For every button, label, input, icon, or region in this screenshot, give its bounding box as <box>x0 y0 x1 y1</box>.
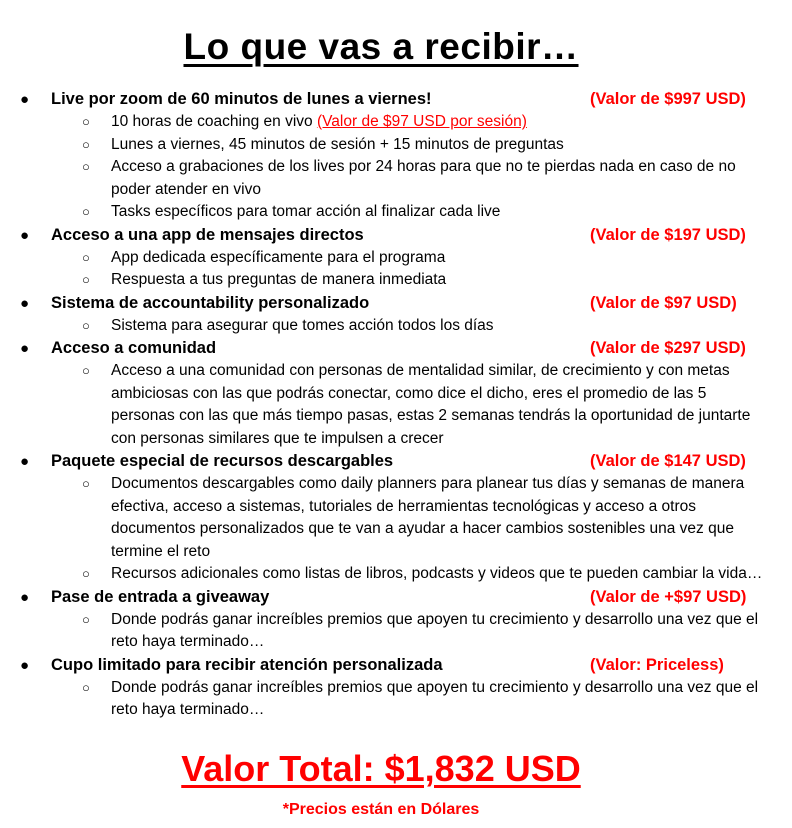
circle-bullet-icon: ○ <box>82 611 90 627</box>
sub-item-text: Recursos adicionales como listas de libros, podcasts y videos que te pueden cambiar la vida… <box>111 565 763 582</box>
sub-item-text: Respuesta a tus preguntas de manera inmediata <box>111 271 447 288</box>
bullet-icon: ● <box>20 340 30 357</box>
sub-item <box>0 360 792 450</box>
sub-item-text: Donde podrás ganar increíbles premios que apoyen tu crecimiento y desarrollo una vez que el reto haya terminado… <box>111 610 759 650</box>
sub-item <box>0 473 792 563</box>
circle-bullet-icon: ○ <box>82 136 90 152</box>
circle-bullet-icon: ○ <box>82 114 90 129</box>
benefit-value: (Valor: Priceless) <box>590 655 724 674</box>
sub-item-text: Donde podrás ganar increíbles premios que apoyen tu crecimiento y desarrollo una vez que el reto haya terminado… <box>111 678 759 718</box>
bullet-icon: ● <box>20 226 30 244</box>
circle-bullet-icon: ○ <box>82 317 90 333</box>
sub-item-text: 10 horas de coaching en vivo <box>111 113 317 130</box>
benefit-item <box>0 450 792 586</box>
sub-item-text: Acceso a grabaciones de los lives por 24 horas para que no te pierdas nada en caso de no poder atender en vivo <box>111 158 736 198</box>
sub-item-text: Sistema para asegurar que tomes acción todos los días <box>111 316 494 334</box>
page-title: Lo que vas a recibir… <box>183 26 579 67</box>
circle-bullet-icon: ○ <box>82 679 90 695</box>
benefit-value: (Valor de $297 USD) <box>590 339 746 357</box>
benefits-list <box>0 88 792 722</box>
benefit-value: (Valor de $997 USD) <box>590 90 746 108</box>
currency-note: *Precios están en Dólares <box>282 801 480 818</box>
benefit-label: Acceso a comunidad <box>51 339 217 357</box>
benefit-item <box>0 586 792 654</box>
sub-item-text: App dedicada específicamente para el programa <box>111 248 446 266</box>
sub-item <box>0 269 792 292</box>
sub-item <box>0 609 792 654</box>
benefit-label: Sistema de accountability personalizado <box>51 293 370 312</box>
benefit-label: Pase de entrada a giveaway <box>51 587 270 606</box>
bullet-icon: ● <box>20 656 30 674</box>
value-per-session-link[interactable]: (Valor de $97 USD por sesión) <box>316 113 527 130</box>
sub-item <box>0 111 792 134</box>
benefit-value: (Valor de $97 USD) <box>590 293 737 312</box>
benefit-item <box>0 337 792 450</box>
sub-item <box>0 156 792 201</box>
circle-bullet-icon: ○ <box>82 363 90 378</box>
sub-item <box>0 563 792 586</box>
sub-item <box>0 134 792 157</box>
sub-item <box>0 677 792 722</box>
bullet-icon: ● <box>20 453 30 470</box>
bullet-icon: ● <box>20 588 30 606</box>
sub-item-text: Documentos descargables como daily planners para planear tus días y semanas de manera efectiva, acceso a sistemas, tutoriales de herramientas tecnológicas y acceso a otros documentos personalizados que te van a ayudar a hacer cambios sostenibles una vez que termine el reto <box>111 475 745 560</box>
benefit-value: (Valor de $197 USD) <box>590 225 746 244</box>
benefit-item <box>0 88 792 224</box>
sub-item <box>0 201 792 224</box>
circle-bullet-icon: ○ <box>82 204 90 219</box>
sub-item-text: Lunes a viernes, 45 minutos de sesión + 15 minutos de preguntas <box>111 135 564 153</box>
benefit-value: (Valor de +$97 USD) <box>590 587 747 606</box>
circle-bullet-icon: ○ <box>82 272 90 287</box>
circle-bullet-icon: ○ <box>82 159 90 174</box>
benefit-item <box>0 654 792 722</box>
bullet-icon: ● <box>20 294 30 312</box>
benefit-value: (Valor de $147 USD) <box>590 452 746 470</box>
sub-item-text: Acceso a una comunidad con personas de mentalidad similar, de crecimiento y con metas ambiciosas con las que podrás conectar, como dice el dicho, eres el promedio de las 5 personas con las que más tiempo pasas, estas 2 semanas tendrás la oportunidad de juntarte con personas similares que te impulsen a crecer <box>111 362 751 447</box>
sub-item-text: Tasks específicos para tomar acción al finalizar cada live <box>111 203 501 220</box>
benefit-item <box>0 224 792 292</box>
bullet-icon: ● <box>20 91 30 108</box>
circle-bullet-icon: ○ <box>82 476 90 491</box>
circle-bullet-icon: ○ <box>82 566 90 581</box>
total-value: Valor Total: $1,832 USD <box>181 748 581 789</box>
benefit-item <box>0 292 792 338</box>
sub-item <box>0 247 792 270</box>
circle-bullet-icon: ○ <box>82 249 90 265</box>
benefit-label: Live por zoom de 60 minutos de lunes a viernes! <box>51 90 432 108</box>
benefit-label: Paquete especial de recursos descargables <box>51 452 394 470</box>
benefit-label: Cupo limitado para recibir atención personalizada <box>51 655 443 674</box>
benefit-label: Acceso a una app de mensajes directos <box>51 225 364 244</box>
sub-item <box>0 315 792 338</box>
